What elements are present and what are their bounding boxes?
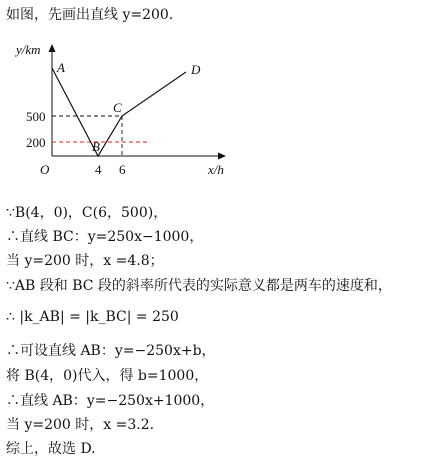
y-axis-label: y/km xyxy=(16,42,41,57)
solution-line-9: 当 y=200 时，x =3.2. xyxy=(6,417,155,433)
solution-line-3: 当 y=200 时，x =4.8； xyxy=(6,253,164,269)
x-tick-4: 4 xyxy=(95,162,102,177)
y-axis-arrow-icon xyxy=(49,44,56,52)
point-label-D: D xyxy=(191,62,201,77)
solution-line-10: 综上，故选 D. xyxy=(6,441,96,457)
solution-line-2: ∴直线 BC：y=250x−1000， xyxy=(6,229,204,245)
point-label-A: A xyxy=(57,60,65,75)
solution-line-5: ∴ |k_AB| = |k_BC| = 250 xyxy=(6,309,179,325)
solution-line-7: 将 B(4，0)代入，得 b=1000， xyxy=(6,368,209,384)
solution-line-8: ∴直线 AB：y=−250x+1000， xyxy=(6,393,215,409)
y-tick-500: 500 xyxy=(26,109,46,124)
origin-label: O xyxy=(40,162,50,177)
point-label-C: C xyxy=(113,100,122,115)
x-axis-arrow-icon xyxy=(218,153,226,160)
solution-line-6: ∴可设直线 AB：y=−250x+b， xyxy=(6,343,216,359)
intro-text: 如图，先画出直线 y=200. xyxy=(6,7,174,23)
distance-time-graph xyxy=(0,28,240,188)
solution-line-1: ∵B(4，0)，C(6，500)， xyxy=(6,205,168,221)
solution-line-4: ∵AB 段和 BC 段的斜率所代表的实际意义都是两车的速度和， xyxy=(6,278,392,294)
point-label-B: B xyxy=(92,139,100,154)
x-axis-label: x/h xyxy=(208,162,224,177)
y-tick-200: 200 xyxy=(26,135,46,150)
x-tick-6: 6 xyxy=(119,162,126,177)
